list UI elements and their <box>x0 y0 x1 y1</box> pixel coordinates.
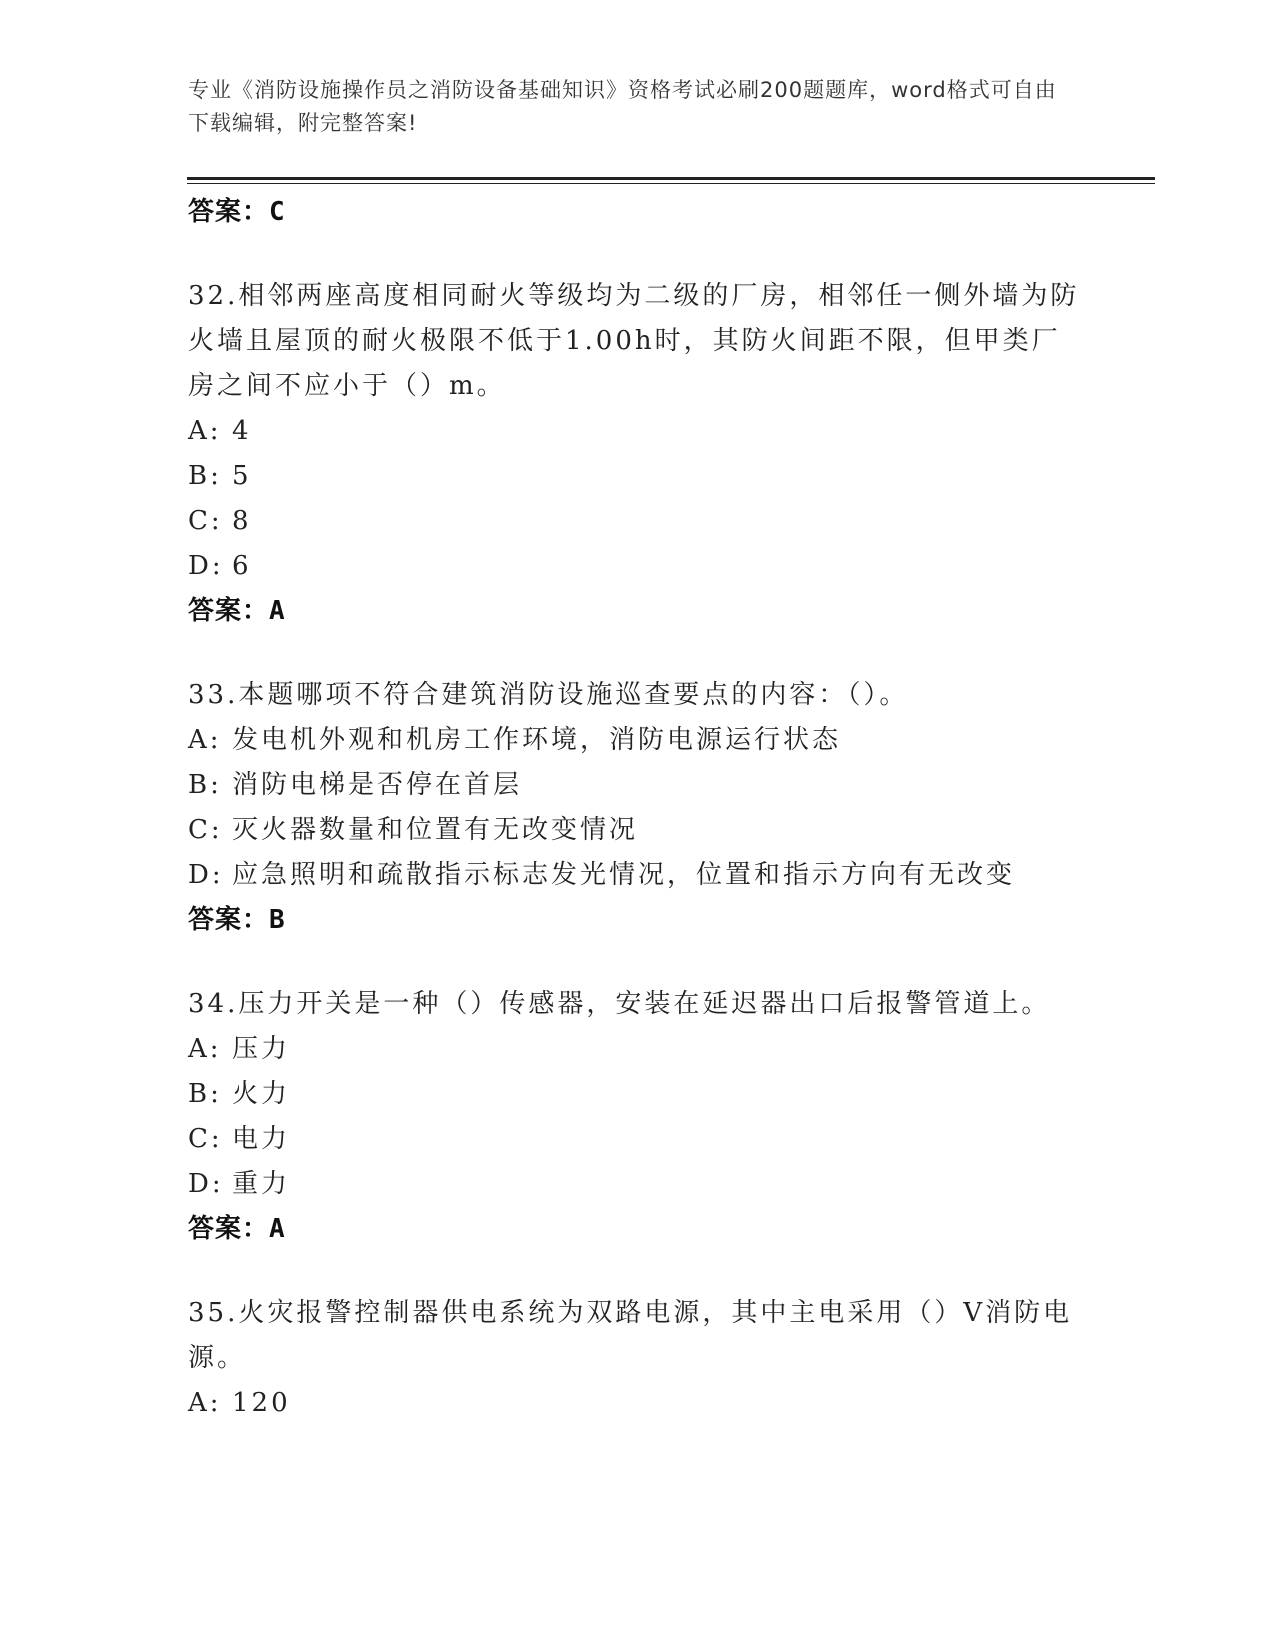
answer-value: A <box>269 596 286 626</box>
option-key: B: <box>188 770 222 800</box>
option-a <box>188 409 1088 454</box>
option-key: A: <box>188 416 222 446</box>
option-a <box>188 1027 1088 1072</box>
option-text: 灭火器数量和位置有无改变情况 <box>232 815 639 845</box>
option-b <box>188 763 1088 808</box>
option-text: 重力 <box>232 1169 291 1199</box>
question-block <box>188 274 1088 633</box>
option-d <box>188 544 1088 589</box>
answer-value: A <box>269 1214 286 1244</box>
option-text: 电力 <box>232 1124 291 1154</box>
option-text: 消防电梯是否停在首层 <box>232 770 523 800</box>
question-text: 35.火灾报警控制器供电系统为双路电源，其中主电采用（）V消防电源。 <box>188 1298 1073 1373</box>
option-text: 6 <box>232 551 252 581</box>
option-key: A: <box>188 1388 222 1418</box>
answer-value: B <box>269 905 286 935</box>
option-key: A: <box>188 1034 222 1064</box>
option-key: B: <box>188 461 222 491</box>
option-c <box>188 1117 1088 1162</box>
question-text: 32.相邻两座高度相同耐火等级均为二级的厂房，相邻任一侧外墙为防火墙且屋顶的耐火极限不低于1.00h时，其防火间距不限，但甲类厂房之间不应小于（）m。 <box>188 281 1080 401</box>
option-a <box>188 1381 1088 1426</box>
option-text: 火力 <box>232 1079 291 1109</box>
option-key: D: <box>188 551 224 581</box>
option-key: A: <box>188 725 222 755</box>
option-key: D: <box>188 1169 224 1199</box>
option-d <box>188 1162 1088 1207</box>
option-text: 4 <box>232 416 252 446</box>
answer-label: 答案： <box>188 197 270 227</box>
option-b <box>188 454 1088 499</box>
header-rule-thin <box>187 183 1155 184</box>
option-text: 120 <box>232 1388 291 1418</box>
document-header: 专业《消防设施操作员之消防设备基础知识》资格考试必刷200题题库，word格式可自由下载编辑，附完整答案! <box>188 78 1057 135</box>
answer-label: 答案： <box>188 1214 270 1244</box>
question-block <box>188 1291 1088 1426</box>
question-block <box>188 982 1088 1251</box>
option-a <box>188 718 1088 763</box>
option-c <box>188 808 1088 853</box>
option-d <box>188 853 1088 898</box>
answer-label: 答案： <box>188 905 270 935</box>
option-text: 8 <box>232 506 252 536</box>
answer-line <box>188 1207 1088 1251</box>
option-key: C: <box>188 506 223 536</box>
option-key: B: <box>188 1079 222 1109</box>
answer-value: C <box>269 197 286 227</box>
answer-line <box>188 898 1088 942</box>
question-text: 33.本题哪项不符合建筑消防设施巡查要点的内容：（）。 <box>188 680 909 710</box>
option-key: C: <box>188 1124 223 1154</box>
question-text: 34.压力开关是一种（）传感器，安装在延迟器出口后报警管道上。 <box>188 989 1051 1019</box>
answer-label: 答案： <box>188 596 270 626</box>
option-text: 压力 <box>232 1034 291 1064</box>
answer-line <box>188 190 1088 234</box>
option-c <box>188 499 1088 544</box>
option-key: C: <box>188 815 223 845</box>
option-text: 应急照明和疏散指示标志发光情况，位置和指示方向有无改变 <box>232 860 1016 890</box>
option-key: D: <box>188 860 224 890</box>
answer-line <box>188 589 1088 633</box>
question-block <box>188 673 1088 942</box>
option-b <box>188 1072 1088 1117</box>
option-text: 5 <box>232 461 252 491</box>
header-rule-thick <box>187 177 1155 180</box>
option-text: 发电机外观和机房工作环境，消防电源运行状态 <box>232 725 842 755</box>
question-list <box>188 190 1088 1426</box>
